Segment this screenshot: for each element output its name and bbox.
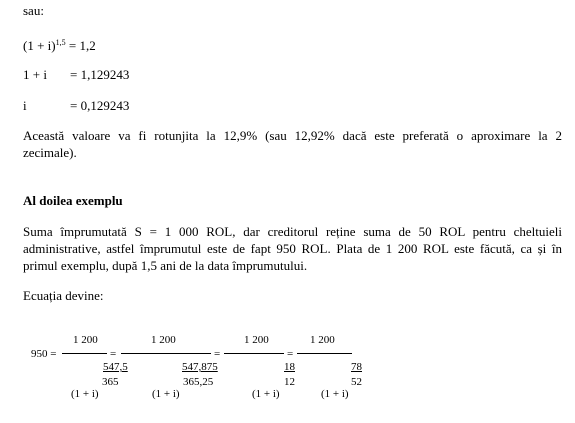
term-1-exponent-numerator: 547,5: [103, 361, 128, 373]
formula-lhs: 950 =: [31, 348, 57, 360]
term-3-exponent-denominator: 12: [284, 376, 295, 388]
equation-1: [23, 35, 96, 53]
term-1-base: (1 + i): [71, 388, 99, 400]
text-sau: sau:: [23, 3, 44, 18]
equation-2-lhs: 1 + i: [23, 67, 47, 82]
term-1-fraction-bar: [62, 353, 107, 354]
paragraph-rounding: [23, 127, 562, 161]
term-3-fraction-bar: [224, 353, 284, 354]
equation-intro: Ecuația devine:: [23, 288, 104, 303]
term-4-numerator: 1 200: [310, 334, 335, 346]
equation-1-exponent: 1,5: [55, 38, 66, 47]
paragraph-example-line-1: Suma împrumutată S = 1 000 ROL, dar creditorul reține suma de 50 ROL pentru cheltuieli: [23, 224, 562, 239]
term-1-exponent-denominator: 365: [102, 376, 119, 388]
equation-2-rhs: = 1,129243: [70, 67, 130, 82]
paragraph-example-line-3: primul exemplu, după 1,5 ani de la data împrumutului.: [23, 258, 308, 273]
equals-sign-1: =: [110, 348, 117, 360]
term-3-numerator: 1 200: [244, 334, 269, 346]
term-2-exponent-denominator: 365,25: [183, 376, 214, 388]
paragraph-rounding-line-2: zecimale).: [23, 145, 77, 160]
term-2-base: (1 + i): [152, 388, 180, 400]
equation-1-rhs: = 1,2: [68, 38, 96, 53]
term-3-exponent-numerator: 18: [284, 361, 295, 373]
equals-sign-3: =: [287, 348, 294, 360]
term-4-fraction-bar: [297, 353, 352, 354]
term-1-numerator: 1 200: [73, 334, 98, 346]
term-4-exponent-numerator: 78: [351, 361, 362, 373]
term-2-fraction-bar: [121, 353, 211, 354]
term-2-numerator: 1 200: [151, 334, 176, 346]
term-3-base: (1 + i): [252, 388, 280, 400]
paragraph-example-line-2: administrative, astfel împrumutul este de fapt 950 ROL. Plata de 1 200 ROL este făcută, ca și în: [23, 241, 562, 256]
paragraph-example: [23, 223, 562, 274]
term-4-base: (1 + i): [321, 388, 349, 400]
equation-1-lhs: (1 + i): [23, 38, 56, 53]
term-4-exponent-denominator: 52: [351, 376, 362, 388]
equation-3-lhs: i: [23, 98, 27, 113]
equals-sign-2: =: [214, 348, 221, 360]
equation-3-rhs: = 0,129243: [70, 98, 130, 113]
section-heading: Al doilea exemplu: [23, 193, 123, 208]
paragraph-rounding-line-1: Această valoare va fi rotunjita la 12,9% (sau 12,92% dacă este preferată o aproximare la 2: [23, 128, 562, 143]
term-2-exponent-numerator: 547,875: [182, 361, 218, 373]
